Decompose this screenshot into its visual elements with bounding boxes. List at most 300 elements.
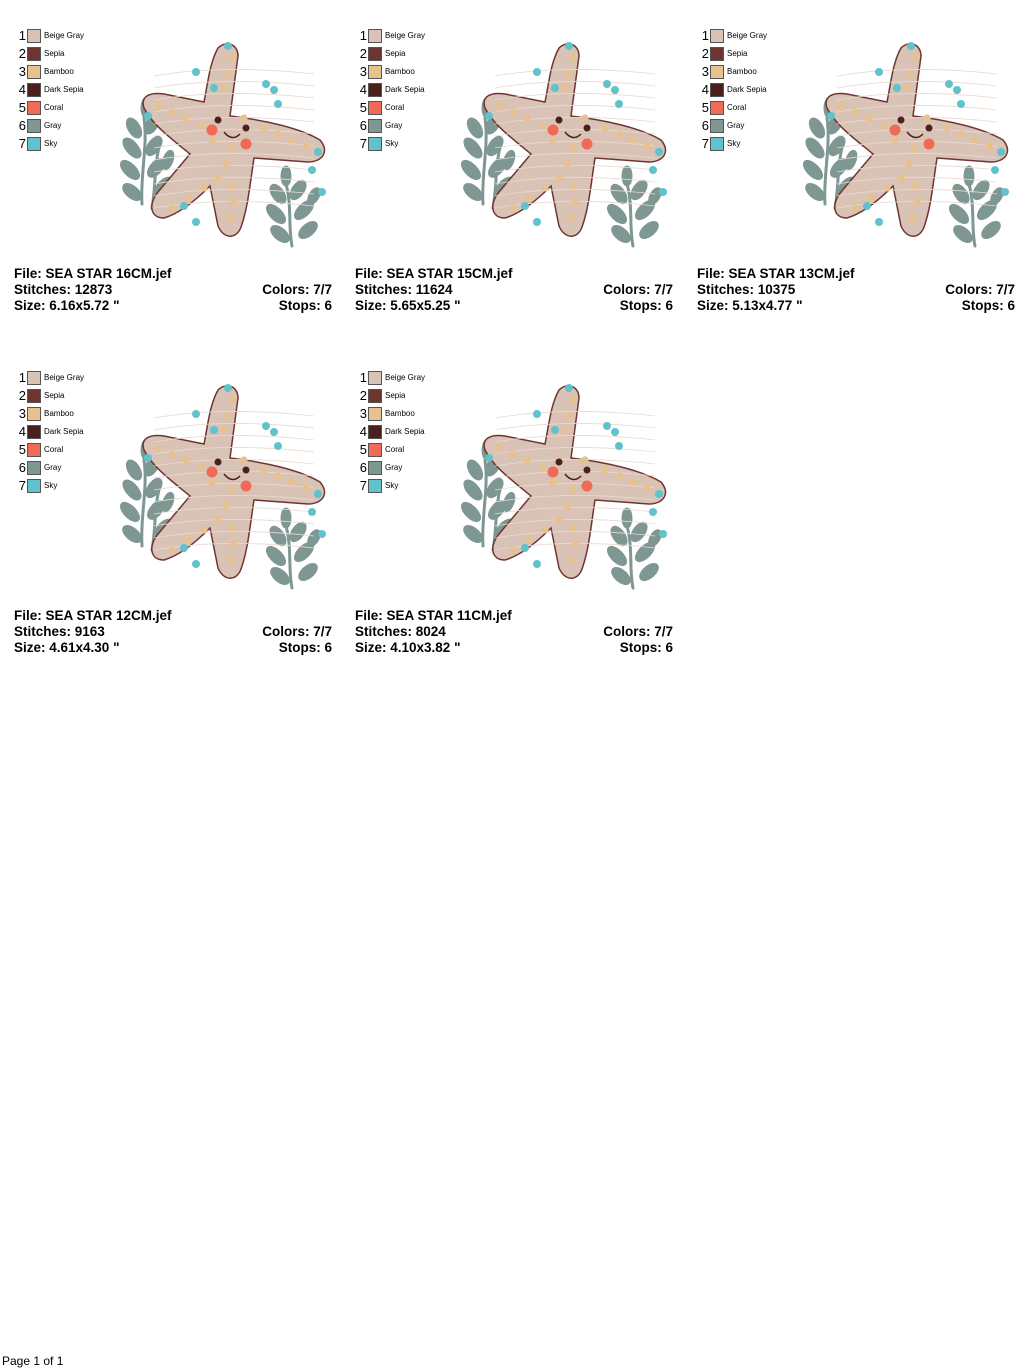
color-name: Dark Sepia	[385, 427, 425, 436]
legend-item	[353, 460, 453, 476]
color-name: Gray	[385, 121, 403, 130]
right-cheek	[582, 481, 593, 492]
legend-item	[12, 136, 112, 152]
sky-bubble	[551, 426, 559, 434]
bamboo-dot	[222, 502, 229, 509]
design-preview	[114, 378, 334, 594]
bamboo-dot	[288, 136, 295, 143]
color-name: Bamboo	[727, 67, 757, 76]
bamboo-dot	[288, 478, 295, 485]
legend-number: 6	[18, 460, 26, 475]
right-eye	[926, 125, 933, 132]
right-cheek	[924, 139, 935, 150]
color-swatch	[710, 47, 724, 61]
legend-number: 2	[18, 388, 26, 403]
legend-item	[353, 388, 453, 404]
legend-number: 1	[359, 370, 367, 385]
sky-bubble	[192, 560, 200, 568]
legend-item	[353, 136, 453, 152]
bamboo-dot	[913, 198, 920, 205]
legend-item	[353, 82, 453, 98]
bamboo-dot	[897, 174, 904, 181]
color-swatch	[710, 65, 724, 79]
sky-bubble	[274, 442, 282, 450]
bamboo-dot	[561, 84, 568, 91]
bamboo-dot	[837, 102, 844, 109]
sky-bubble	[611, 86, 619, 94]
color-name: Sepia	[385, 49, 406, 58]
left-cheek	[207, 125, 218, 136]
color-name: Bamboo	[385, 409, 415, 418]
legend-item	[12, 478, 112, 494]
sky-bubble	[180, 544, 188, 552]
color-name: Coral	[44, 103, 64, 112]
color-swatch	[368, 101, 382, 115]
sky-bubble	[270, 428, 278, 436]
legend-item	[12, 100, 112, 116]
color-name: Bamboo	[44, 67, 74, 76]
sky-bubble	[945, 80, 953, 88]
bamboo-dot	[891, 136, 898, 143]
color-swatch	[27, 47, 41, 61]
legend-number: 5	[701, 100, 709, 115]
bamboo-dot	[549, 478, 556, 485]
bamboo-dot	[567, 214, 574, 221]
sky-bubble	[997, 148, 1005, 156]
sky-bubble	[615, 442, 623, 450]
color-swatch	[710, 101, 724, 115]
legend-number: 7	[701, 136, 709, 151]
bamboo-dot	[881, 122, 888, 129]
bamboo-dot	[571, 198, 578, 205]
color-swatch	[27, 407, 41, 421]
color-name: Sky	[44, 481, 58, 490]
color-swatch	[710, 83, 724, 97]
bamboo-dot	[555, 516, 562, 523]
bamboo-dot	[569, 54, 576, 61]
bamboo-dot	[224, 70, 231, 77]
design-card	[347, 22, 677, 322]
bamboo-dot	[154, 102, 161, 109]
color-swatch	[368, 479, 382, 493]
legend-number: 3	[701, 64, 709, 79]
legend-number: 3	[359, 406, 367, 421]
color-name: Dark Sepia	[44, 427, 84, 436]
design-card	[689, 22, 1019, 322]
color-name: Coral	[44, 445, 64, 454]
color-name: Sky	[44, 139, 58, 148]
bamboo-dot	[224, 412, 231, 419]
bamboo-dot	[208, 136, 215, 143]
bamboo-dot	[220, 84, 227, 91]
bamboo-dot	[274, 472, 281, 479]
bamboo-dot	[226, 556, 233, 563]
legend-item	[12, 370, 112, 386]
bamboo-dot	[615, 472, 622, 479]
color-name: Dark Sepia	[44, 85, 84, 94]
legend-number: 3	[359, 64, 367, 79]
bamboo-dot	[957, 130, 964, 137]
legend-item	[12, 442, 112, 458]
sky-bubble	[262, 80, 270, 88]
right-cheek	[582, 139, 593, 150]
color-name: Dark Sepia	[727, 85, 767, 94]
bamboo-dot	[539, 122, 546, 129]
bamboo-dot	[571, 540, 578, 547]
color-swatch	[368, 29, 382, 43]
color-swatch	[27, 443, 41, 457]
bamboo-dot	[260, 466, 267, 473]
left-cheek	[207, 467, 218, 478]
bamboo-dot	[923, 114, 930, 121]
bamboo-dot	[601, 466, 608, 473]
bamboo-dot	[911, 144, 918, 151]
sky-bubble	[893, 84, 901, 92]
legend-number: 6	[701, 118, 709, 133]
bamboo-dot	[182, 114, 189, 121]
right-eye	[584, 125, 591, 132]
color-name: Gray	[44, 463, 62, 472]
bamboo-dot	[302, 142, 309, 149]
bamboo-dot	[567, 556, 574, 563]
sky-bubble	[615, 100, 623, 108]
color-name: Gray	[385, 463, 403, 472]
bamboo-dot	[883, 184, 890, 191]
sky-bubble	[659, 530, 667, 538]
sky-bubble	[957, 100, 965, 108]
bamboo-dot	[509, 108, 516, 115]
bamboo-dot	[541, 184, 548, 191]
bamboo-dot	[569, 524, 576, 531]
stitch-count: Stitches: 8024	[355, 624, 446, 639]
sky-bubble	[318, 188, 326, 196]
left-cheek	[548, 467, 559, 478]
sky-bubble	[551, 84, 559, 92]
sky-bubble	[875, 218, 883, 226]
sky-bubble	[144, 112, 152, 120]
bamboo-dot	[569, 144, 576, 151]
color-swatch	[710, 137, 724, 151]
sky-bubble	[521, 544, 529, 552]
color-swatch	[368, 443, 382, 457]
bamboo-dot	[569, 396, 576, 403]
bamboo-dot	[228, 486, 235, 493]
bamboo-dot	[230, 540, 237, 547]
legend-number: 4	[701, 82, 709, 97]
legend-item	[695, 64, 795, 80]
color-name: Beige Gray	[385, 31, 426, 40]
color-swatch	[27, 389, 41, 403]
color-count: Colors: 7/7	[603, 624, 673, 639]
color-swatch	[368, 47, 382, 61]
bamboo-dot	[509, 546, 516, 553]
sky-bubble	[274, 100, 282, 108]
sky-bubble	[875, 68, 883, 76]
bamboo-dot	[905, 160, 912, 167]
bamboo-dot	[168, 546, 175, 553]
bamboo-dot	[230, 198, 237, 205]
legend-number: 7	[359, 136, 367, 151]
color-swatch	[368, 407, 382, 421]
stop-count: Stops: 6	[278, 298, 332, 313]
color-swatch	[710, 29, 724, 43]
color-swatch	[368, 65, 382, 79]
color-swatch	[368, 371, 382, 385]
sky-bubble	[192, 410, 200, 418]
bamboo-dot	[214, 516, 221, 523]
legend-item	[353, 370, 453, 386]
bamboo-dot	[208, 478, 215, 485]
color-name: Bamboo	[44, 409, 74, 418]
stitch-count: Stitches: 12873	[14, 282, 113, 297]
color-swatch	[27, 479, 41, 493]
legend-item	[353, 28, 453, 44]
legend-item	[695, 82, 795, 98]
design-preview	[114, 36, 334, 252]
legend-item	[695, 118, 795, 134]
color-swatch	[27, 119, 41, 133]
color-name: Beige Gray	[44, 373, 85, 382]
sky-bubble	[1001, 188, 1009, 196]
legend-number: 2	[359, 46, 367, 61]
left-cheek	[548, 125, 559, 136]
legend-number: 1	[701, 28, 709, 43]
bamboo-dot	[240, 456, 247, 463]
legend-item	[12, 424, 112, 440]
left-cheek	[890, 125, 901, 136]
design-preview	[455, 378, 675, 594]
bamboo-dot	[563, 502, 570, 509]
sky-bubble	[180, 202, 188, 210]
sky-bubble	[192, 68, 200, 76]
bamboo-dot	[168, 204, 175, 211]
right-cheek	[241, 481, 252, 492]
sky-bubble	[224, 42, 232, 50]
sea-star-design-preview	[797, 36, 1017, 252]
sky-bubble	[485, 112, 493, 120]
bamboo-dot	[911, 54, 918, 61]
bamboo-dot	[222, 160, 229, 167]
bamboo-dot	[581, 114, 588, 121]
color-name: Coral	[385, 103, 405, 112]
bamboo-dot	[549, 136, 556, 143]
right-cheek	[241, 139, 252, 150]
sky-bubble	[863, 202, 871, 210]
bamboo-dot	[971, 136, 978, 143]
right-eye	[243, 467, 250, 474]
bamboo-dot	[168, 108, 175, 115]
sky-bubble	[192, 218, 200, 226]
file-name: File: SEA STAR 12CM.jef	[14, 608, 172, 623]
sky-bubble	[318, 530, 326, 538]
sky-bubble	[533, 560, 541, 568]
color-swatch	[368, 119, 382, 133]
color-swatch	[27, 425, 41, 439]
legend-item	[12, 28, 112, 44]
legend-item	[12, 388, 112, 404]
bamboo-dot	[228, 144, 235, 151]
bamboo-dot	[985, 142, 992, 149]
bamboo-dot	[154, 444, 161, 451]
legend-item	[695, 28, 795, 44]
legend-number: 3	[18, 64, 26, 79]
legend-number: 5	[359, 442, 367, 457]
legend-item	[695, 100, 795, 116]
bamboo-dot	[565, 70, 572, 77]
bamboo-dot	[184, 536, 191, 543]
legend-number: 4	[18, 424, 26, 439]
bamboo-dot	[228, 182, 235, 189]
bamboo-dot	[226, 214, 233, 221]
bamboo-dot	[200, 526, 207, 533]
color-name: Beige Gray	[385, 373, 426, 382]
legend-item	[353, 406, 453, 422]
stitch-count: Stitches: 11624	[355, 282, 453, 297]
sky-bubble	[533, 68, 541, 76]
color-name: Coral	[385, 445, 405, 454]
color-name: Beige Gray	[727, 31, 768, 40]
stop-count: Stops: 6	[961, 298, 1015, 313]
file-name: File: SEA STAR 11CM.jef	[355, 608, 512, 623]
bamboo-dot	[274, 130, 281, 137]
sky-bubble	[533, 218, 541, 226]
sky-bubble	[649, 508, 657, 516]
bamboo-dot	[581, 456, 588, 463]
sky-bubble	[224, 384, 232, 392]
color-count: Colors: 7/7	[945, 282, 1015, 297]
bamboo-dot	[865, 114, 872, 121]
design-preview	[455, 36, 675, 252]
legend-number: 4	[18, 82, 26, 97]
sky-bubble	[649, 166, 657, 174]
color-name: Gray	[44, 121, 62, 130]
left-eye	[898, 117, 905, 124]
legend-item	[695, 46, 795, 62]
sea-star-design-preview	[455, 36, 675, 252]
legend-number: 3	[18, 406, 26, 421]
sky-bubble	[655, 148, 663, 156]
bamboo-dot	[911, 182, 918, 189]
sky-bubble	[210, 84, 218, 92]
bamboo-dot	[525, 194, 532, 201]
design-size: Size: 5.65x5.25 "	[355, 298, 461, 313]
sky-bubble	[308, 166, 316, 174]
design-card	[6, 364, 336, 664]
bamboo-dot	[629, 136, 636, 143]
bamboo-dot	[220, 426, 227, 433]
legend-number: 1	[359, 28, 367, 43]
color-swatch	[27, 461, 41, 475]
legend-item	[12, 118, 112, 134]
sky-bubble	[991, 166, 999, 174]
legend-number: 5	[18, 442, 26, 457]
color-swatch	[368, 425, 382, 439]
right-eye	[584, 467, 591, 474]
sky-bubble	[953, 86, 961, 94]
color-swatch	[368, 137, 382, 151]
bamboo-dot	[168, 450, 175, 457]
bamboo-dot	[563, 160, 570, 167]
bamboo-dot	[555, 174, 562, 181]
color-name: Sepia	[385, 391, 406, 400]
legend-item	[353, 118, 453, 134]
color-name: Beige Gray	[44, 31, 85, 40]
sky-bubble	[565, 384, 573, 392]
page-footer: Page 1 of 1	[2, 1354, 64, 1368]
bamboo-dot	[509, 450, 516, 457]
bamboo-dot	[214, 174, 221, 181]
bamboo-dot	[495, 444, 502, 451]
sky-bubble	[533, 410, 541, 418]
bamboo-dot	[523, 456, 530, 463]
bamboo-dot	[903, 84, 910, 91]
bamboo-dot	[629, 478, 636, 485]
file-name: File: SEA STAR 13CM.jef	[697, 266, 855, 281]
sky-bubble	[907, 42, 915, 50]
legend-number: 4	[359, 82, 367, 97]
color-name: Sky	[385, 139, 399, 148]
color-name: Sepia	[44, 391, 65, 400]
legend-number: 5	[18, 100, 26, 115]
bamboo-dot	[182, 456, 189, 463]
bamboo-dot	[523, 114, 530, 121]
bamboo-dot	[615, 130, 622, 137]
legend-item	[12, 64, 112, 80]
color-name: Sky	[727, 139, 741, 148]
legend-item	[353, 64, 453, 80]
bamboo-dot	[561, 426, 568, 433]
sky-bubble	[603, 422, 611, 430]
legend-item	[353, 100, 453, 116]
sky-bubble	[485, 454, 493, 462]
legend-number: 7	[359, 478, 367, 493]
color-count: Colors: 7/7	[262, 282, 332, 297]
legend-item	[12, 460, 112, 476]
bamboo-dot	[601, 124, 608, 131]
color-count: Colors: 7/7	[603, 282, 673, 297]
design-preview	[797, 36, 1017, 252]
bamboo-dot	[260, 124, 267, 131]
legend-number: 1	[18, 28, 26, 43]
sky-bubble	[270, 86, 278, 94]
bamboo-dot	[198, 122, 205, 129]
design-card	[347, 364, 677, 664]
bamboo-dot	[539, 464, 546, 471]
legend-item	[12, 82, 112, 98]
bamboo-dot	[228, 396, 235, 403]
bamboo-dot	[851, 204, 858, 211]
sky-bubble	[521, 202, 529, 210]
design-size: Size: 5.13x4.77 "	[697, 298, 803, 313]
bamboo-dot	[569, 182, 576, 189]
color-swatch	[27, 29, 41, 43]
left-eye	[556, 117, 563, 124]
sky-bubble	[144, 454, 152, 462]
color-swatch	[27, 101, 41, 115]
sky-bubble	[603, 80, 611, 88]
legend-number: 4	[359, 424, 367, 439]
bamboo-dot	[943, 124, 950, 131]
sky-bubble	[308, 508, 316, 516]
sky-bubble	[262, 422, 270, 430]
bamboo-dot	[643, 142, 650, 149]
left-eye	[215, 459, 222, 466]
legend-number: 6	[359, 460, 367, 475]
legend-item	[12, 406, 112, 422]
legend-number: 2	[359, 388, 367, 403]
bamboo-dot	[228, 54, 235, 61]
bamboo-dot	[867, 194, 874, 201]
